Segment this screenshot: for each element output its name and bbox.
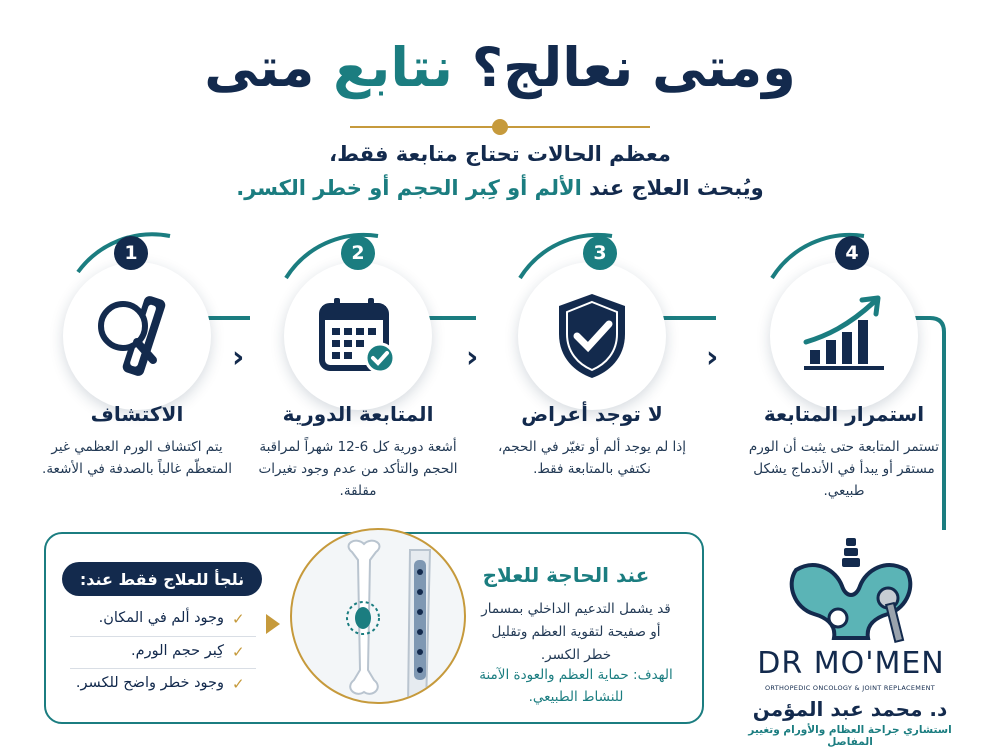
chevron-right-icon: › xyxy=(466,340,479,375)
when-needed-title: عند الحاجة للعلاج xyxy=(482,563,650,587)
condition-item: كِبر حجم الورم. xyxy=(131,643,224,659)
step-2-number: 2 xyxy=(341,236,375,270)
step-4-number: 4 xyxy=(835,236,869,270)
step-2-title: المتابعة الدورية xyxy=(282,402,434,426)
check-icon: ✓ xyxy=(232,643,245,661)
step-1-number: 1 xyxy=(114,236,148,270)
condition-divider xyxy=(70,668,256,669)
subtitle-line-2: ويُبحث العلاج عند الألم أو كِبر الحجم أو خطر الكسر. xyxy=(236,176,764,200)
chevron-right-icon: › xyxy=(706,340,719,375)
bone-illustration xyxy=(290,528,466,704)
step-1-desc: يتم اكتشاف الورم العظمي غير المتعظّم غالباً بالصدفة في الأشعة. xyxy=(42,439,232,477)
chevron-right-icon: › xyxy=(232,340,245,375)
step-4-title: استمرار المتابعة xyxy=(763,402,925,426)
step-4-circle xyxy=(770,262,918,410)
logo-tagline: ORTHOPEDIC ONCOLOGY & JOINT REPLACEMENT xyxy=(764,684,936,692)
step-2-circle xyxy=(284,262,432,410)
treatment-heading-badge: نلجأ للعلاج فقط عند: xyxy=(62,562,262,596)
check-icon: ✓ xyxy=(232,675,245,693)
treatment-goal: الهدف: حماية العظم والعودة الآمنة للنشاط الطبيعي. xyxy=(479,667,673,705)
title-divider-dot xyxy=(492,119,508,135)
xray-magnifier-icon xyxy=(87,286,187,386)
step-1-title: الاكتشاف xyxy=(90,402,184,426)
growth-chart-icon xyxy=(796,288,892,384)
condition-item: وجود خطر واضح للكسر. xyxy=(75,675,224,691)
when-needed-desc: قد يشمل التدعيم الداخلي بمسمار أو صفيحة لتقوية العظم وتقليل خطر الكسر. xyxy=(481,601,671,663)
step-3-desc: إذا لم يوجد ألم أو تغيّر في الحجم، نكتفي بالمتابعة فقط. xyxy=(497,439,687,477)
calendar-check-icon xyxy=(310,288,406,384)
pelvis-logo-icon xyxy=(776,534,926,646)
doctor-role: استشاري جراحة العظام والأورام وتغيير المفاصل xyxy=(748,724,952,748)
page-title: ومتى نعالج؟ نتابع متى xyxy=(204,36,796,99)
femur-plate-icon xyxy=(292,530,466,704)
check-icon: ✓ xyxy=(232,610,245,628)
step-3-title: لا توجد أعراض xyxy=(521,402,663,426)
step-4-desc: تستمر المتابعة حتى يثبت أن الورم مستقر أو يبدأ في الأندماج يشكل طبيعي. xyxy=(748,439,940,499)
arrow-right-icon xyxy=(266,614,280,634)
doctor-name: د. محمد عبد المؤمن xyxy=(752,697,948,721)
step-3-number: 3 xyxy=(583,236,617,270)
step-3-circle xyxy=(518,262,666,410)
condition-item: وجود ألم في المكان. xyxy=(98,610,224,626)
shield-check-icon xyxy=(549,288,635,384)
step-2-desc: أشعة دورية كل 6-12 شهراً لمراقبة الحجم والتأكد من عدم وجود تغيرات مقلقة. xyxy=(258,439,458,499)
step-1-circle xyxy=(63,262,211,410)
subtitle-line-1: معظم الحالات تحتاج متابعة فقط، xyxy=(329,142,671,166)
logo-name: DR MO'MEN xyxy=(757,646,945,681)
condition-divider xyxy=(70,636,256,637)
